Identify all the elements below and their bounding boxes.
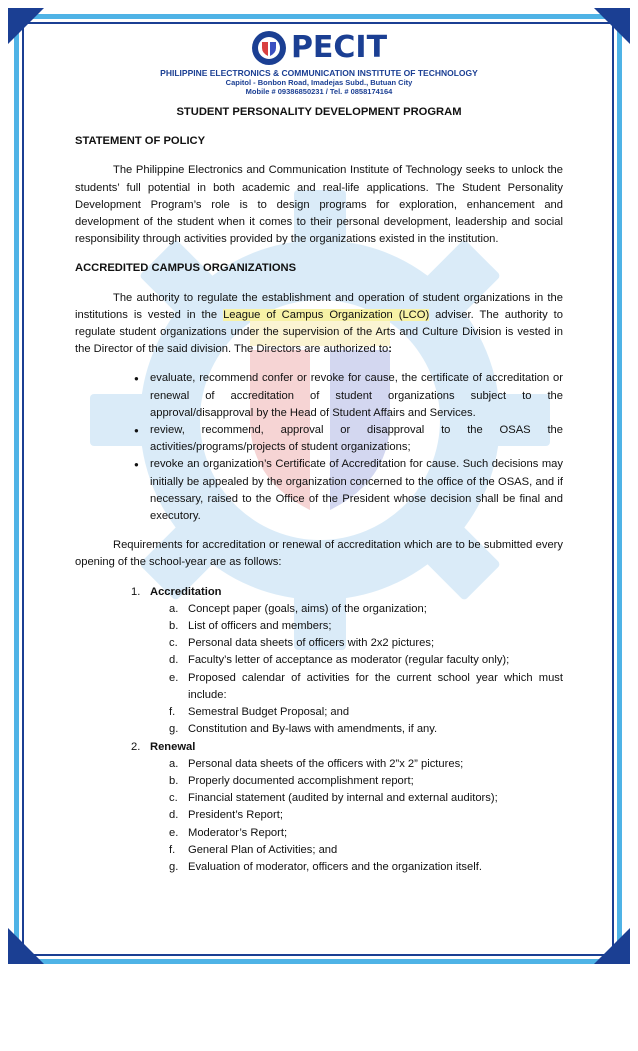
- corner-ornament-bottom-left: [8, 928, 44, 964]
- pecit-seal-icon: [251, 30, 287, 66]
- list-number: 2.: [131, 740, 141, 753]
- list-item: ● review, recommend, approval or disapproval to the OSAS the activities/programs/projects of student organizations;: [150, 422, 563, 456]
- list-item: f. Semestral Budget Proposal; and: [169, 706, 350, 719]
- requirement-renewal: [131, 739, 563, 877]
- renewal-items: [150, 756, 563, 876]
- organizations-text-part-1: The authority to regulate the establishment and operation of student organizations in the institutions is vested in the: [75, 291, 563, 321]
- section-heading-organizations: ACCREDITED CAMPUS ORGANIZATIONS: [75, 262, 297, 275]
- list-item: d. President’s Report;: [169, 809, 283, 822]
- organizations-text-part-2: adviser. The authority to regulate student organizations under the supervision of the Arts and Culture Division is vested in the Director of the said division. The Directors are authorized to: [75, 308, 563, 356]
- letterhead: [0, 30, 638, 96]
- list-item: g. Evaluation of moderator, officers and the organization itself.: [169, 860, 482, 873]
- list-item: a. Personal data sheets of the officers with 2”x 2” pictures;: [169, 757, 464, 770]
- list-item: c. Personal data sheets of officers with 2x2 pictures;: [169, 637, 435, 650]
- list-item: a. Concept paper (goals, aims) of the organization;: [169, 602, 427, 615]
- director-powers-list: [75, 370, 563, 525]
- logo-wordmark: PECIT: [290, 30, 388, 65]
- institution-contact: Mobile # 09386850231 / Tel. # 0858174164: [245, 87, 393, 96]
- requirement-heading: Accreditation: [150, 585, 222, 598]
- list-item: ● revoke an organization’s Certificate of Accreditation for cause. Such decisions may initially be appealed by the organization concerned to the office of the OSAS, and if necessary, raised to the Office of the President whose decision shall be final and executory.: [150, 456, 563, 525]
- document-body: [75, 104, 563, 876]
- section-heading-policy: STATEMENT OF POLICY: [75, 135, 206, 148]
- list-item: b. List of officers and members;: [169, 620, 332, 633]
- institution-address: Capitol - Bonbon Road, Imadejas Subd., Butuan City: [225, 78, 413, 87]
- list-item: ● evaluate, recommend confer or revoke for cause, the certificate of accreditation or renewal of accreditation of student organizations subject to the approval/disapproval by the Head of Student Affairs and Services.: [150, 370, 563, 422]
- policy-paragraph: The Philippine Electronics and Communication Institute of Technology seeks to unlock the students’ full potential in both academic and real-life applications. The Student Personality Development Program’s role is to design programs for exploration, enhancement and development of the student when it comes to their personal development, leadership and social responsibility through activities provided by the organizations existed in the institution.: [75, 164, 563, 246]
- list-item: b. Properly documented accomplishment report;: [169, 774, 414, 787]
- organizations-colon: :: [388, 343, 392, 356]
- list-item: c. Financial statement (audited by internal and external auditors);: [169, 792, 498, 805]
- list-number: 1.: [131, 585, 141, 598]
- list-item: e. Proposed calendar of activities for the current school year which must include:: [169, 671, 563, 701]
- list-item: d. Faculty’s letter of acceptance as moderator (regular faculty only);: [169, 654, 510, 667]
- accreditation-items: [150, 601, 563, 739]
- requirement-accreditation: [131, 584, 563, 739]
- requirements-list: [75, 584, 563, 876]
- logo: [0, 30, 638, 66]
- organizations-paragraph: [75, 290, 563, 359]
- list-item: g. Constitution and By-laws with amendments, if any.: [169, 723, 438, 736]
- requirement-heading: Renewal: [150, 740, 196, 753]
- corner-ornament-bottom-right: [594, 928, 630, 964]
- requirements-paragraph: Requirements for accreditation or renewal of accreditation which are to be submitted every opening of the school-year are as follows:: [75, 539, 563, 569]
- document-title: STUDENT PERSONALITY DEVELOPMENT PROGRAM: [176, 106, 462, 118]
- highlighted-lco-text: League of Campus Organization (LCO): [223, 308, 430, 321]
- list-item: e. Moderator’s Report;: [169, 826, 288, 839]
- institution-name: PHILIPPINE ELECTRONICS & COMMUNICATION INSTITUTE OF TECHNOLOGY: [160, 68, 478, 78]
- list-item: f. General Plan of Activities; and: [169, 843, 338, 856]
